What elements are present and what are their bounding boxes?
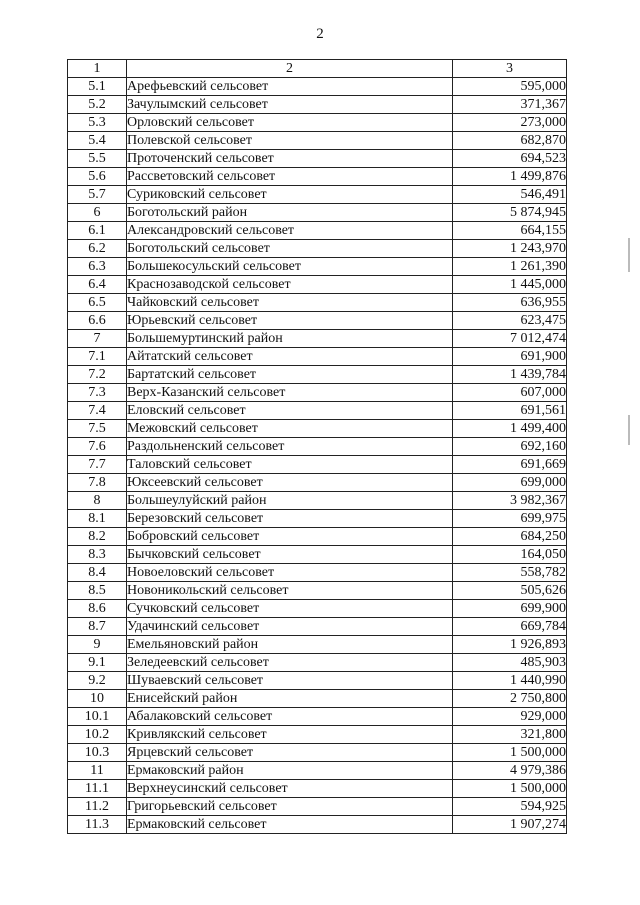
row-value: 595,000 [453, 78, 567, 96]
table-row [68, 546, 567, 564]
row-value: 3 982,367 [453, 492, 567, 510]
row-number: 8.2 [68, 528, 127, 546]
row-number: 7 [68, 330, 127, 348]
table-row [68, 492, 567, 510]
row-value: 1 500,000 [453, 780, 567, 798]
row-number: 6.3 [68, 258, 127, 276]
row-number: 11.3 [68, 816, 127, 834]
row-value: 1 907,274 [453, 816, 567, 834]
row-value: 1 499,400 [453, 420, 567, 438]
row-number: 5.7 [68, 186, 127, 204]
table-row [68, 96, 567, 114]
row-value: 594,925 [453, 798, 567, 816]
row-name: Бычковский сельсовет [127, 546, 453, 564]
row-value: 485,903 [453, 654, 567, 672]
table-row [68, 726, 567, 744]
row-value: 546,491 [453, 186, 567, 204]
row-name: Большемуртинский район [127, 330, 453, 348]
row-number: 8.4 [68, 564, 127, 582]
row-value: 694,523 [453, 150, 567, 168]
table-row [68, 420, 567, 438]
row-number: 7.2 [68, 366, 127, 384]
row-name: Бартатский сельсовет [127, 366, 453, 384]
table-row [68, 240, 567, 258]
table-row [68, 456, 567, 474]
table-row [68, 312, 567, 330]
row-value: 558,782 [453, 564, 567, 582]
row-number: 5.2 [68, 96, 127, 114]
row-value: 623,475 [453, 312, 567, 330]
row-value: 929,000 [453, 708, 567, 726]
table-row [68, 330, 567, 348]
row-name: Александровский сельсовет [127, 222, 453, 240]
row-value: 636,955 [453, 294, 567, 312]
budget-table [67, 59, 567, 834]
table-row [68, 132, 567, 150]
row-number: 11 [68, 762, 127, 780]
table-row [68, 690, 567, 708]
row-number: 11.1 [68, 780, 127, 798]
row-value: 1 500,000 [453, 744, 567, 762]
row-value: 7 012,474 [453, 330, 567, 348]
row-name: Ермаковский район [127, 762, 453, 780]
row-name: Боготольский район [127, 204, 453, 222]
row-name: Григорьевский сельсовет [127, 798, 453, 816]
table-row [68, 276, 567, 294]
page-number: 2 [316, 26, 324, 42]
row-number: 6.5 [68, 294, 127, 312]
row-value: 684,250 [453, 528, 567, 546]
table-row [68, 366, 567, 384]
table-row [68, 258, 567, 276]
row-name: Еловский сельсовет [127, 402, 453, 420]
table-row [68, 150, 567, 168]
row-name: Таловский сельсовет [127, 456, 453, 474]
table-row [68, 708, 567, 726]
row-value: 692,160 [453, 438, 567, 456]
row-name: Рассветовский сельсовет [127, 168, 453, 186]
row-number: 9.2 [68, 672, 127, 690]
row-value: 1 440,990 [453, 672, 567, 690]
table-row [68, 294, 567, 312]
row-value: 1 261,390 [453, 258, 567, 276]
table-row [68, 528, 567, 546]
row-number: 6.6 [68, 312, 127, 330]
row-name: Проточенский сельсовет [127, 150, 453, 168]
table-row [68, 384, 567, 402]
row-number: 8.5 [68, 582, 127, 600]
row-value: 691,669 [453, 456, 567, 474]
table-row [68, 348, 567, 366]
row-name: Ярцевский сельсовет [127, 744, 453, 762]
row-number: 8 [68, 492, 127, 510]
table-row [68, 618, 567, 636]
table-row [68, 816, 567, 834]
row-number: 7.8 [68, 474, 127, 492]
row-number: 8.6 [68, 600, 127, 618]
table-row [68, 600, 567, 618]
table-row [68, 744, 567, 762]
row-name: Большеулуйский район [127, 492, 453, 510]
row-value: 273,000 [453, 114, 567, 132]
scan-artifact [628, 415, 630, 445]
table-row [68, 474, 567, 492]
row-value: 371,367 [453, 96, 567, 114]
row-value: 5 874,945 [453, 204, 567, 222]
row-name: Кривлякский сельсовет [127, 726, 453, 744]
row-value: 321,800 [453, 726, 567, 744]
row-name: Суриковский сельсовет [127, 186, 453, 204]
header-col-1: 1 [68, 60, 127, 78]
table-row [68, 762, 567, 780]
row-name: Абалаковский сельсовет [127, 708, 453, 726]
row-number: 9.1 [68, 654, 127, 672]
row-name: Юксеевский сельсовет [127, 474, 453, 492]
row-value: 4 979,386 [453, 762, 567, 780]
row-name: Удачинский сельсовет [127, 618, 453, 636]
row-name: Орловский сельсовет [127, 114, 453, 132]
row-number: 7.7 [68, 456, 127, 474]
row-value: 505,626 [453, 582, 567, 600]
row-value: 699,900 [453, 600, 567, 618]
row-number: 8.7 [68, 618, 127, 636]
table-row [68, 204, 567, 222]
row-name: Новоеловский сельсовет [127, 564, 453, 582]
table-row [68, 780, 567, 798]
row-number: 7.1 [68, 348, 127, 366]
table-row [68, 78, 567, 96]
row-number: 5.5 [68, 150, 127, 168]
row-number: 5.4 [68, 132, 127, 150]
row-name: Верх-Казанский сельсовет [127, 384, 453, 402]
row-number: 6.1 [68, 222, 127, 240]
row-value: 1 439,784 [453, 366, 567, 384]
row-value: 682,870 [453, 132, 567, 150]
table-body [68, 60, 567, 834]
row-number: 8.1 [68, 510, 127, 528]
row-number: 5.6 [68, 168, 127, 186]
table-row [68, 222, 567, 240]
table-row [68, 114, 567, 132]
row-number: 7.6 [68, 438, 127, 456]
row-number: 5.1 [68, 78, 127, 96]
row-number: 10.2 [68, 726, 127, 744]
row-value: 1 243,970 [453, 240, 567, 258]
row-name: Верхнеусинский сельсовет [127, 780, 453, 798]
row-number: 7.3 [68, 384, 127, 402]
table-row [68, 168, 567, 186]
row-name: Зачулымский сельсовет [127, 96, 453, 114]
header-col-2: 2 [127, 60, 453, 78]
row-number: 9 [68, 636, 127, 654]
row-name: Раздольненский сельсовет [127, 438, 453, 456]
table-row [68, 582, 567, 600]
row-number: 6.2 [68, 240, 127, 258]
table-row [68, 636, 567, 654]
row-name: Арефьевский сельсовет [127, 78, 453, 96]
row-name: Большекосульский сельсовет [127, 258, 453, 276]
row-number: 10 [68, 690, 127, 708]
row-value: 699,975 [453, 510, 567, 528]
row-number: 7.5 [68, 420, 127, 438]
row-value: 691,900 [453, 348, 567, 366]
row-value: 1 926,893 [453, 636, 567, 654]
row-name: Айтатский сельсовет [127, 348, 453, 366]
row-name: Шуваевский сельсовет [127, 672, 453, 690]
row-value: 2 750,800 [453, 690, 567, 708]
row-number: 6.4 [68, 276, 127, 294]
table-row [68, 654, 567, 672]
row-number: 7.4 [68, 402, 127, 420]
row-name: Бобровский сельсовет [127, 528, 453, 546]
row-name: Березовский сельсовет [127, 510, 453, 528]
row-name: Межовский сельсовет [127, 420, 453, 438]
row-name: Енисейский район [127, 690, 453, 708]
table-row [68, 672, 567, 690]
row-value: 664,155 [453, 222, 567, 240]
row-name: Зеледеевский сельсовет [127, 654, 453, 672]
row-name: Полевской сельсовет [127, 132, 453, 150]
row-number: 6 [68, 204, 127, 222]
table-row [68, 402, 567, 420]
row-value: 1 499,876 [453, 168, 567, 186]
row-name: Новоникольский сельсовет [127, 582, 453, 600]
row-number: 11.2 [68, 798, 127, 816]
table-row [68, 438, 567, 456]
row-name: Емельяновский район [127, 636, 453, 654]
row-number: 8.3 [68, 546, 127, 564]
row-name: Сучковский сельсовет [127, 600, 453, 618]
row-name: Краснозаводской сельсовет [127, 276, 453, 294]
scan-artifact [628, 238, 630, 272]
row-name: Юрьевский сельсовет [127, 312, 453, 330]
table-row [68, 564, 567, 582]
row-number: 10.1 [68, 708, 127, 726]
row-value: 1 445,000 [453, 276, 567, 294]
table-row [68, 186, 567, 204]
row-name: Чайковский сельсовет [127, 294, 453, 312]
row-value: 691,561 [453, 402, 567, 420]
row-number: 5.3 [68, 114, 127, 132]
table-row [68, 510, 567, 528]
row-name: Боготольский сельсовет [127, 240, 453, 258]
row-value: 607,000 [453, 384, 567, 402]
header-col-3: 3 [453, 60, 567, 78]
row-value: 164,050 [453, 546, 567, 564]
row-number: 10.3 [68, 744, 127, 762]
table-header-row [68, 60, 567, 78]
table-row [68, 798, 567, 816]
row-name: Ермаковский сельсовет [127, 816, 453, 834]
row-value: 669,784 [453, 618, 567, 636]
row-value: 699,000 [453, 474, 567, 492]
